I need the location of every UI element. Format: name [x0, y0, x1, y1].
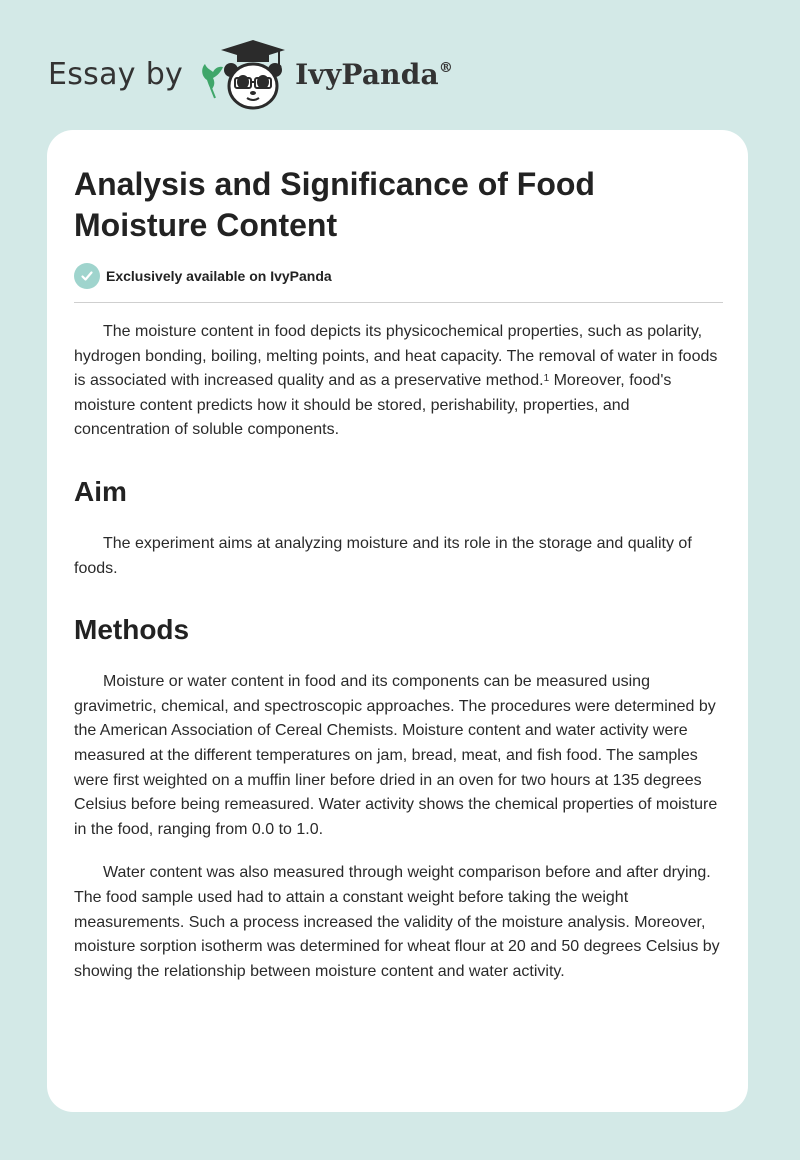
panda-graduate-icon[interactable] — [197, 36, 289, 112]
essay-by-label: Essay by — [48, 56, 184, 92]
exclusive-badge — [74, 263, 332, 289]
essay-card — [47, 130, 748, 1112]
brand-name[interactable]: IvyPanda® — [295, 57, 454, 91]
methods-paragraph-2: Water content was also measured through weight comparison before and after drying. The food sample used had to attain a constant weight before taking the weight measurements. Such a process increased the validity of the moisture analysis. Moreover, moisture sorption isotherm was determined for wheat flour at 20 and 50 degrees Celsius by showing the relationship between moisture content and water activity. — [74, 864, 720, 980]
aim-heading: Aim — [74, 475, 127, 507]
methods-paragraph-1: Moisture or water content in food and its components can be measured using gravimetric, chemical, and spectroscopic approaches. The procedures were determined by the American Association of Cereal Chemists. Moisture content and water activity were measured at the different temperatures on jam, bread, meat, and fish food. The samples were first weighted on a muffin liner before dried in an oven for two hours at 135 degrees Celsius before being remeasured. Water activity shows the chemical properties of moisture in the food, ranging from 0.0 to 1.0. — [74, 673, 718, 838]
intro-paragraph: The moisture content in food depicts its physicochemical properties, such as polarity, hydrogen bonding, boiling, melting points, and heat capacity. The removal of water in foods is associated with increased quality and as a preservative method.$^1$ Moreover, food's moisture content predicts how it should be stored, perishability, properties, and concentration of soluble components. — [74, 323, 718, 439]
essay-body — [74, 320, 724, 984]
footnote-ref[interactable]: 1 — [543, 373, 550, 385]
registered-mark: ® — [438, 59, 454, 76]
methods-heading: Methods — [74, 614, 190, 646]
exclusive-label: Exclusively available on IvyPanda — [106, 268, 332, 284]
divider — [74, 302, 723, 303]
aim-paragraph: The experiment aims at analyzing moisture and its role in the storage and quality of foods. — [74, 534, 692, 577]
ivy-leaf-icon — [202, 64, 223, 98]
check-circle-icon — [74, 263, 100, 289]
page-title: Analysis and Significance of Food Moisture Content — [74, 166, 595, 243]
site-header — [48, 36, 748, 112]
